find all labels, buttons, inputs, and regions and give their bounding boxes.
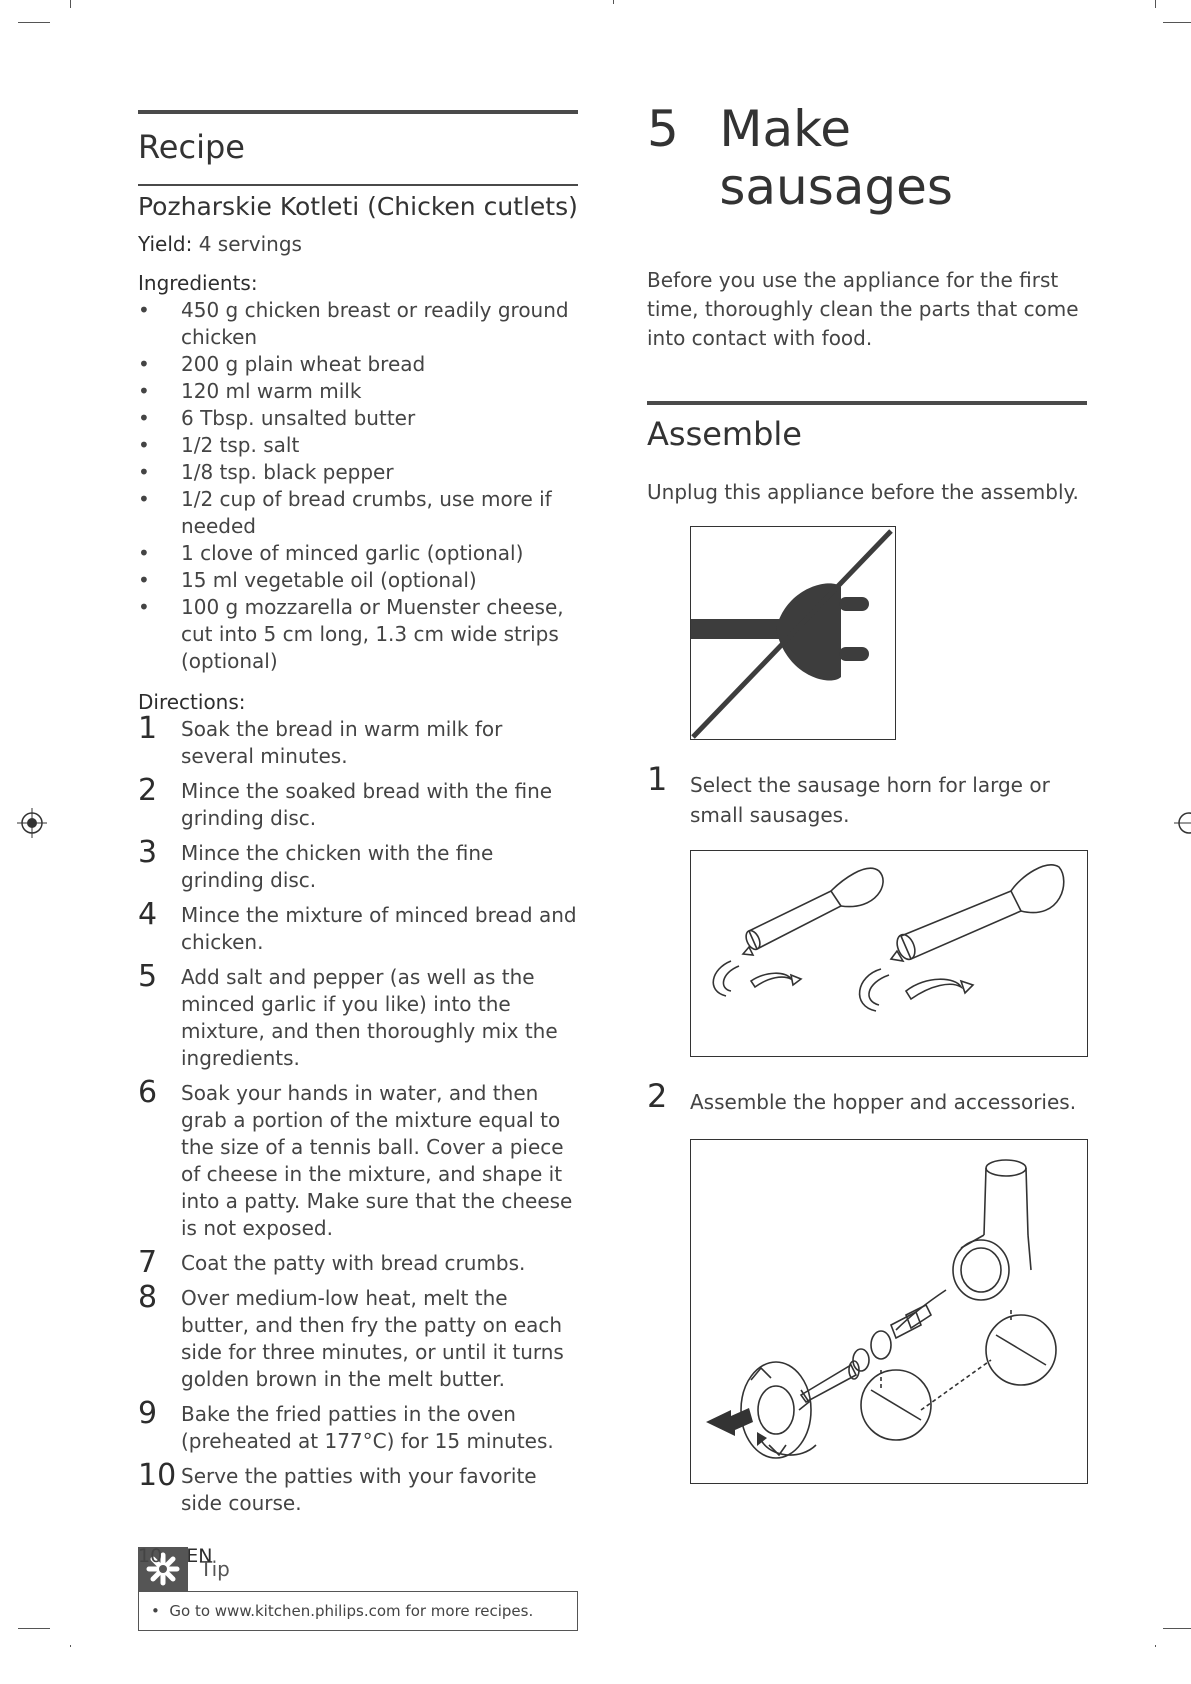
ingredients-list: [138, 297, 578, 675]
yield-line: [138, 231, 578, 258]
direction-step: 3 Mince the chicken with the fine grinding disc.: [138, 835, 494, 892]
tip-text: • Go to www.kitchen.philips.com for more recipes.: [138, 1591, 578, 1631]
sausage-horn-icon: [691, 851, 1087, 1056]
unplug-text: Unplug this appliance before the assembly.: [647, 480, 1079, 504]
crop-mark: [1163, 1628, 1191, 1629]
intro-text: Before you use the appliance for the first time, thoroughly clean the parts that come into contact with food.: [647, 268, 1079, 350]
tip-label: Tip: [200, 1557, 230, 1581]
chapter-heading: [647, 100, 1087, 216]
list-item: • 1/2 tsp. salt: [138, 433, 300, 457]
section-rule: [138, 110, 578, 114]
crop-mark: [70, 1645, 71, 1647]
unplug-plug-icon: [691, 527, 895, 739]
chapter-title: Make sausages: [719, 100, 953, 216]
page-footer: [138, 1545, 212, 1567]
direction-step: 4 Mince the mixture of minced bread and chicken.: [138, 897, 577, 954]
crop-mark: [18, 1628, 50, 1629]
ingredients-label: Ingredients:: [138, 271, 258, 295]
direction-step: 6 Soak your hands in water, and then grab a portion of the mixture equal to the size of a tennis ball. Cover a piece of cheese in the mixture, and shape it into a patty. Make sure that the cheese is not exposed.: [138, 1075, 573, 1240]
recipe-heading: Recipe: [138, 128, 245, 166]
crop-mark: [1155, 1645, 1156, 1647]
direction-step: 5 Add salt and pepper (as well as the minced garlic if you like) into the mixture, and then thoroughly mix the ingredients.: [138, 959, 558, 1070]
direction-step: 10 Serve the patties with your favorite side course.: [138, 1458, 537, 1515]
dish-title: Pozharskie Kotleti (Chicken cutlets): [138, 192, 578, 221]
list-item: • 200 g plain wheat bread: [138, 352, 426, 376]
list-item: • 120 ml warm milk: [138, 379, 362, 403]
list-item: • 6 Tbsp. unsalted butter: [138, 406, 416, 430]
list-item: • 1 clove of minced garlic (optional): [138, 541, 524, 565]
assembly-illustration: [690, 1139, 1088, 1484]
grinder-assembly-icon: [691, 1140, 1087, 1483]
crop-mark: [70, 0, 71, 8]
chapter-number: 5: [647, 100, 679, 158]
direction-step: 7 Coat the patty with bread crumbs.: [138, 1245, 526, 1280]
list-item: • 450 g chicken breast or readily ground chicken: [138, 298, 569, 349]
direction-step: 9 Bake the fried patties in the oven (preheated at 177°C) for 15 minutes.: [138, 1396, 554, 1453]
direction-step: 8 Over medium-low heat, melt the butter, and then fry the patty on each side for three minutes, or until it turns golden brown in the melt butter.: [138, 1280, 564, 1391]
subsection-rule: [138, 184, 578, 186]
list-item: • 1/2 cup of bread crumbs, use more if needed: [138, 487, 552, 538]
directions-label: Directions:: [138, 690, 246, 714]
yield-value: 4 servings: [198, 232, 302, 256]
assembly-step: 2 Assemble the hopper and accessories.: [647, 1077, 1077, 1115]
registration-mark-icon: [1174, 808, 1191, 838]
page-number: 10: [138, 1545, 163, 1567]
list-item: • 15 ml vegetable oil (optional): [138, 568, 477, 592]
assembly-step: 1 Select the sausage horn for large or small sausages.: [647, 760, 1050, 827]
list-item: • 100 g mozzarella or Muenster cheese, cut into 5 cm long, 1.3 cm wide strips (optional): [138, 595, 564, 673]
language-code: EN: [186, 1545, 213, 1567]
unplug-illustration: [690, 526, 896, 740]
direction-step: 2 Mince the soaked bread with the fine grinding disc.: [138, 773, 553, 830]
direction-step: 1 Soak the bread in warm milk for several minutes.: [138, 711, 503, 768]
recipe-section: [138, 110, 578, 1631]
registration-mark-icon: [17, 808, 47, 838]
list-item: • 1/8 tsp. black pepper: [138, 460, 394, 484]
crop-mark: [1155, 0, 1156, 8]
directions-list: [138, 711, 578, 1517]
section-rule: [647, 401, 1087, 405]
assemble-heading: Assemble: [647, 415, 802, 453]
crop-mark: [613, 0, 614, 4]
crop-mark: [18, 22, 50, 23]
make-sausages-section: [647, 100, 1087, 1484]
yield-label: Yield:: [138, 232, 193, 256]
sausage-horns-illustration: [690, 850, 1088, 1057]
crop-mark: [1163, 22, 1191, 23]
